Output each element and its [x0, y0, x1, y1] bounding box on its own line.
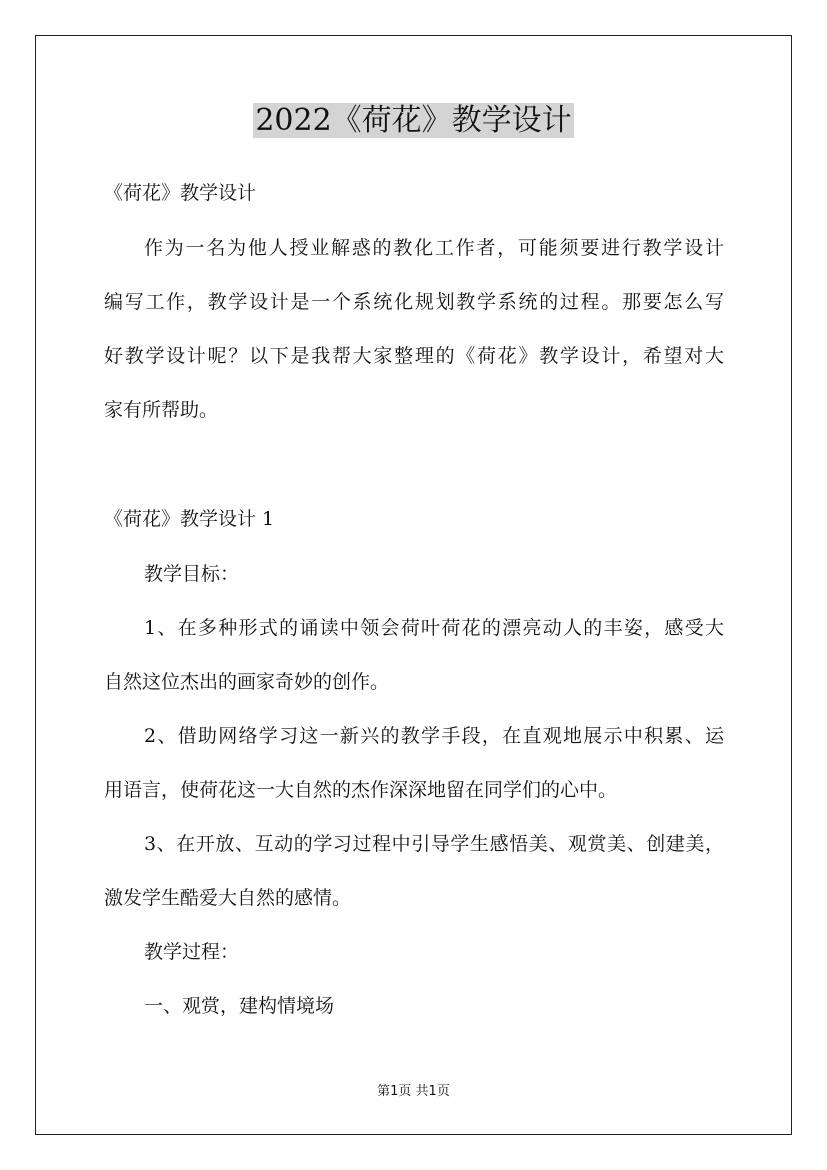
goal-2-line-1: 2、借助网络学习这一新兴的教学手段，在直观地展示中积累、运: [144, 725, 724, 747]
goal-2-line-2: 用语言，使荷花这一大自然的杰作深深地留在同学们的心中。: [104, 779, 618, 801]
process-heading: 教学过程：: [144, 941, 240, 963]
goal-1-line-2: 自然这位杰出的画家奇妙的创作。: [104, 671, 390, 693]
intro-line-4: 家有所帮助。: [104, 399, 219, 421]
step-1: 一、观赏，建构情境场: [144, 995, 335, 1017]
goal-3-line-1: 3、在开放、互动的学习过程中引导学生感悟美、观赏美、创建美，: [144, 833, 724, 855]
intro-line-2: 编写工作，教学设计是一个系统化规划教学系统的过程。那要怎么写: [104, 291, 724, 313]
page-footer: 第1页 共1页: [377, 1084, 450, 1099]
goal-3-line-2: 激发学生酷爱大自然的感情。: [104, 887, 352, 909]
intro-line-3: 好教学设计呢？以下是我帮大家整理的《荷花》教学设计，希望对大: [104, 345, 724, 367]
document-title: [0, 98, 827, 144]
goals-heading: 教学目标：: [144, 563, 240, 585]
intro-line-1: 作为一名为他人授业解惑的教化工作者，可能须要进行教学设计: [144, 237, 724, 259]
goal-1-line-1: 1、在多种形式的诵读中领会荷叶荷花的漂亮动人的丰姿，感受大: [144, 617, 724, 639]
section-heading: 《荷花》教学设计 1: [104, 508, 275, 530]
document-title-text: 2022《荷花》教学设计: [255, 103, 572, 138]
subtitle: 《荷花》教学设计: [104, 182, 257, 204]
